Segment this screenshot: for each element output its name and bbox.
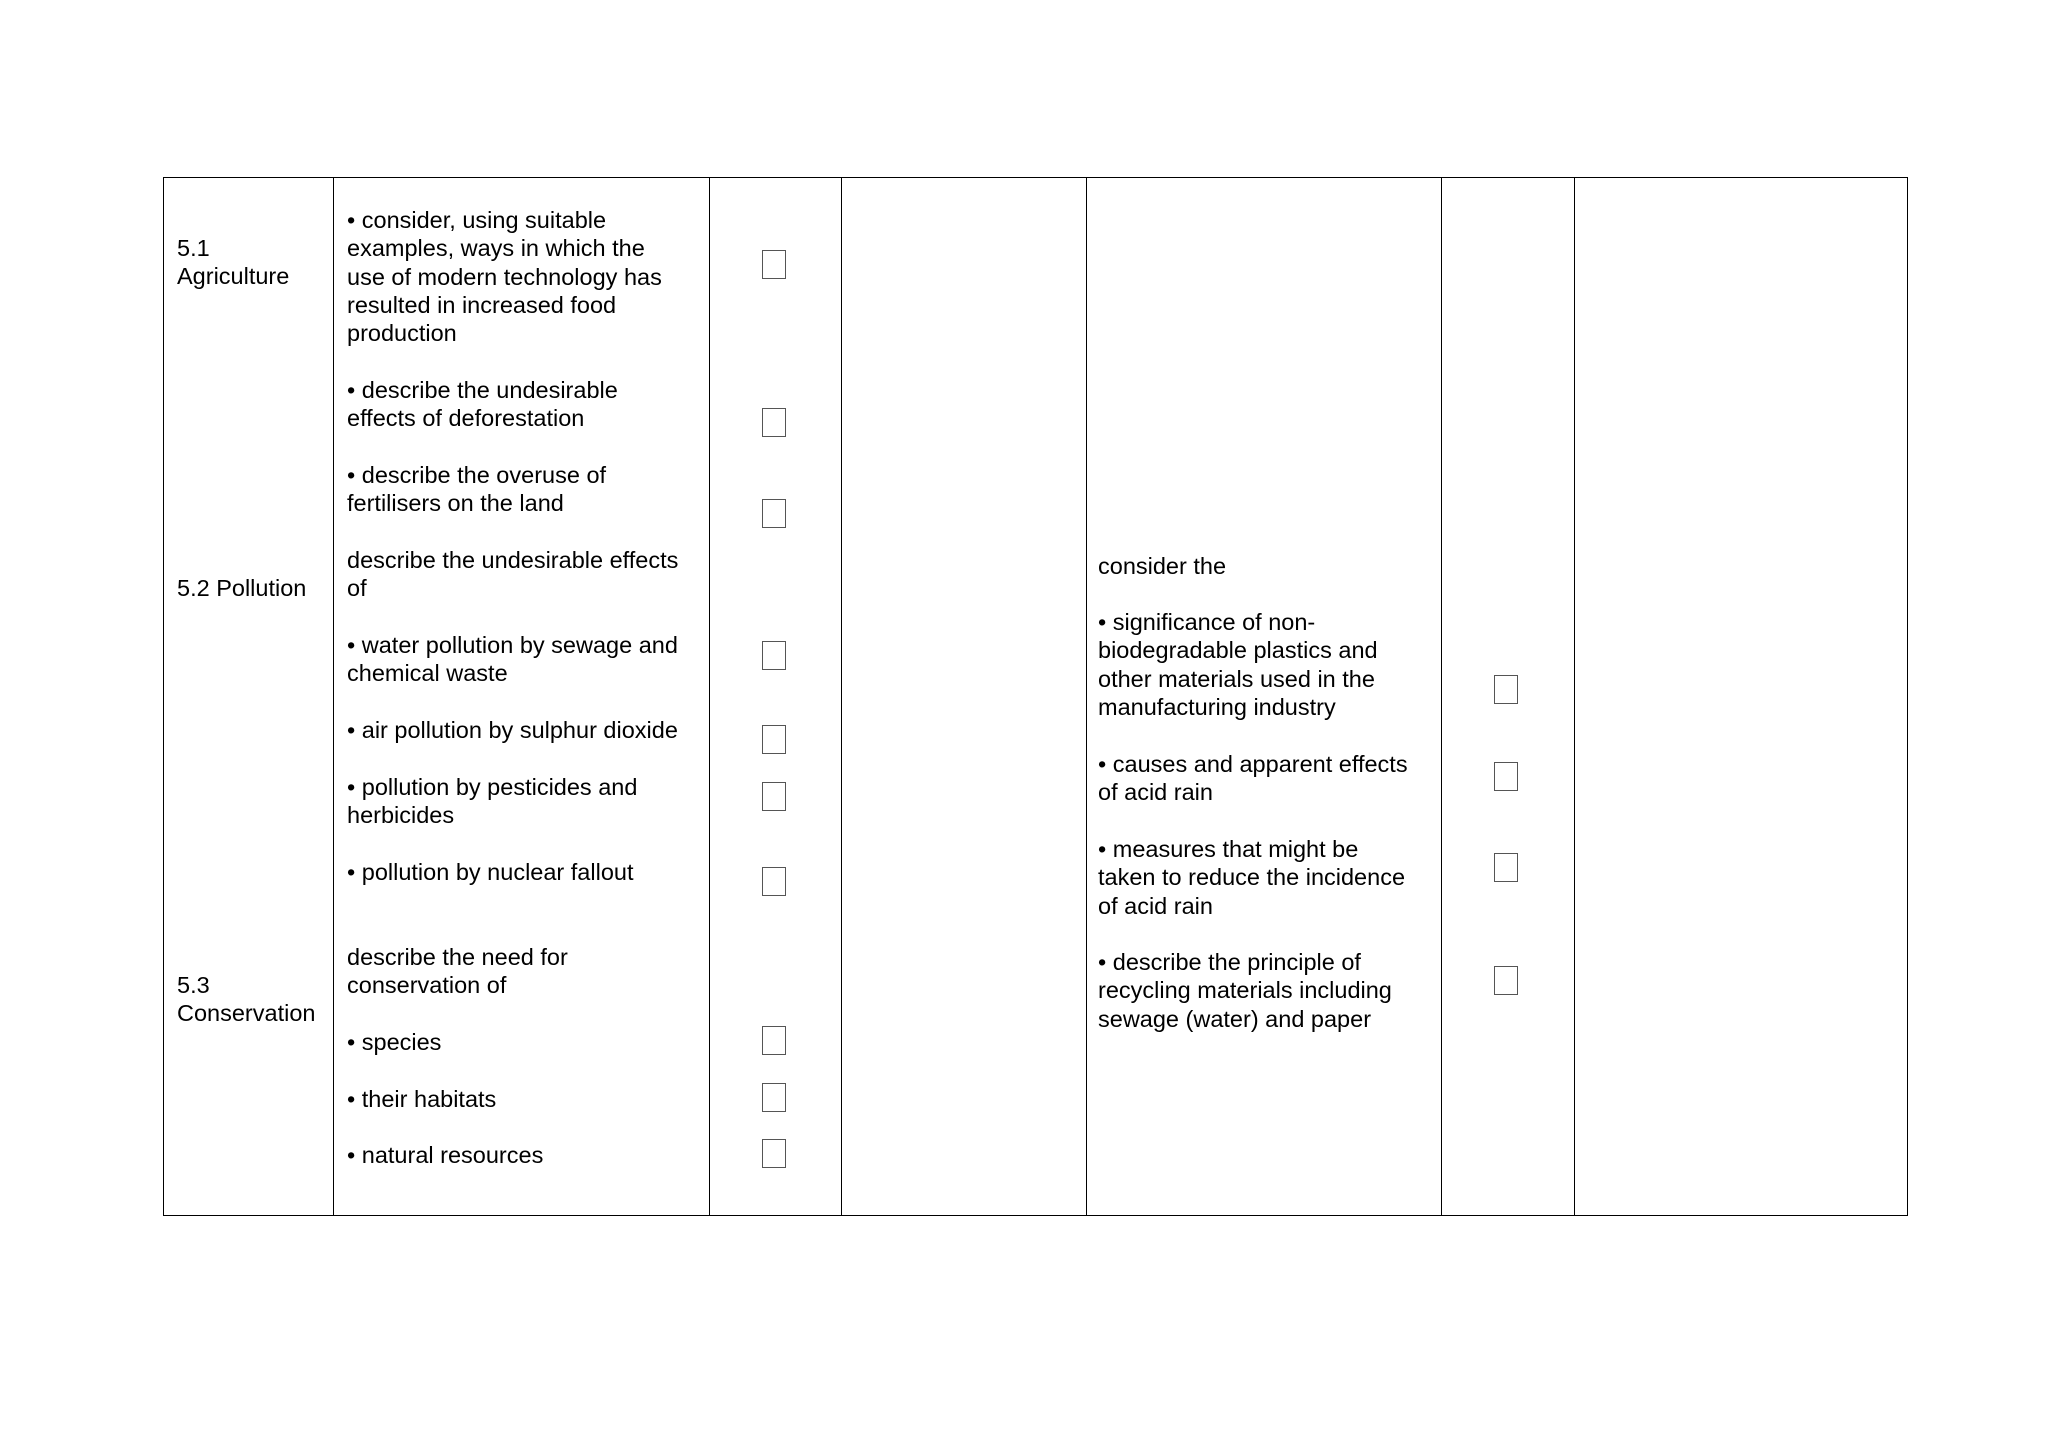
column-divider — [333, 178, 334, 1215]
checkbox-habitats[interactable] — [762, 1083, 786, 1112]
topic-number: 5.1 — [177, 235, 210, 261]
text-line: • describe the overuse of — [347, 462, 607, 488]
text-line: recycling materials including — [1098, 977, 1392, 1004]
text-line: of — [347, 575, 367, 602]
text-line: fertilisers on the land — [347, 490, 564, 517]
objective-water-pollution — [347, 631, 678, 688]
topic-title: 5.2 Pollution — [177, 575, 307, 601]
text-line: • natural resources — [347, 1142, 544, 1168]
supplement-recycling — [1098, 948, 1392, 1033]
text-line: • measures that might be — [1098, 836, 1359, 862]
text-line: other materials used in the — [1098, 665, 1375, 692]
text-line: • species — [347, 1029, 442, 1055]
text-line: sewage (water) and paper — [1098, 1005, 1372, 1032]
supplement-plastics — [1098, 608, 1378, 721]
text-line: conservation of — [347, 972, 507, 999]
text-line: • water pollution by sewage and — [347, 632, 678, 658]
objective-species — [347, 1028, 441, 1056]
text-line: effects of deforestation — [347, 405, 585, 432]
objective-air-pollution — [347, 716, 678, 744]
text-line: • describe the undesirable — [347, 377, 618, 403]
text-line: • air pollution by sulphur dioxide — [347, 717, 678, 743]
objective-nuclear — [347, 858, 634, 886]
checkbox-plastics[interactable] — [1494, 675, 1518, 704]
text-line: examples, ways in which the — [347, 235, 645, 262]
text-line: • causes and apparent effects — [1098, 751, 1408, 777]
checkbox-acid-measures[interactable] — [1494, 853, 1518, 882]
text-line: • their habitats — [347, 1086, 497, 1112]
text-line: • significance of non- — [1098, 609, 1316, 635]
checkbox-nuclear[interactable] — [762, 867, 786, 896]
text-line: • describe the principle of — [1098, 949, 1361, 975]
text-line: manufacturing industry — [1098, 693, 1336, 720]
topic-title: Agriculture — [177, 263, 290, 290]
checkbox-deforestation[interactable] — [762, 408, 786, 437]
text-line: herbicides — [347, 802, 455, 829]
checkbox-water-pollution[interactable] — [762, 641, 786, 670]
text-line: • pollution by pesticides and — [347, 774, 638, 800]
text-line: chemical waste — [347, 660, 508, 687]
objective-fertilisers — [347, 461, 606, 518]
column-divider — [841, 178, 842, 1215]
topic-title: Conservation — [177, 1000, 316, 1027]
column-divider — [709, 178, 710, 1215]
text-line: of acid rain — [1098, 779, 1213, 806]
checkbox-fertilisers[interactable] — [762, 499, 786, 528]
supplement-acid-causes — [1098, 750, 1408, 807]
text-line: consider the — [1098, 553, 1227, 579]
checkbox-air-pollution[interactable] — [762, 725, 786, 754]
topic-agriculture — [177, 234, 289, 291]
supplement-acid-measures — [1098, 835, 1405, 920]
objective-habitats — [347, 1085, 496, 1113]
text-line: describe the undesirable effects — [347, 547, 679, 573]
text-line: biodegradable plastics and — [1098, 637, 1378, 664]
text-line: • pollution by nuclear fallout — [347, 859, 634, 885]
text-line: use of modern technology has — [347, 263, 662, 290]
text-line: of acid rain — [1098, 892, 1213, 919]
objective-deforestation — [347, 376, 618, 433]
text-line: production — [347, 320, 457, 347]
topic-conservation — [177, 971, 315, 1028]
text-line: • consider, using suitable — [347, 207, 607, 233]
objective-conservation-intro — [347, 943, 568, 1000]
objective-resources — [347, 1141, 543, 1169]
checkbox-pesticides[interactable] — [762, 782, 786, 811]
checkbox-acid-causes[interactable] — [1494, 762, 1518, 791]
objective-pollution-intro — [347, 546, 678, 603]
text-line: resulted in increased food — [347, 291, 617, 318]
objective-pesticides — [347, 773, 637, 830]
checkbox-agri-tech[interactable] — [762, 250, 786, 279]
column-divider — [1574, 178, 1575, 1215]
text-line: describe the need for — [347, 944, 568, 970]
checkbox-resources[interactable] — [762, 1139, 786, 1168]
column-divider — [1441, 178, 1442, 1215]
supplement-intro — [1098, 552, 1226, 580]
objective-agri-tech — [347, 206, 662, 347]
topic-number: 5.3 — [177, 972, 210, 998]
checkbox-species[interactable] — [762, 1026, 786, 1055]
column-divider — [1086, 178, 1087, 1215]
checkbox-recycling[interactable] — [1494, 966, 1518, 995]
text-line: taken to reduce the incidence — [1098, 864, 1406, 891]
topic-pollution — [177, 574, 306, 602]
